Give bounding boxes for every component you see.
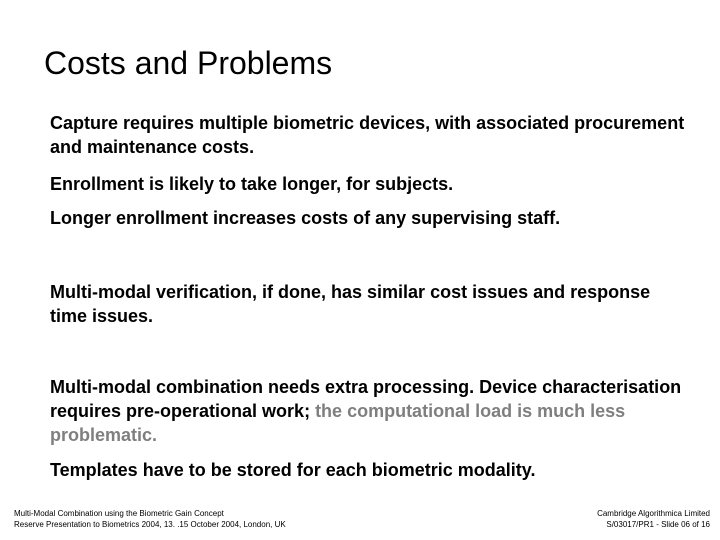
footer-slide-number: S/03017/PR1 - Slide 06 of 16 [606,520,710,529]
paragraph-enrollment-time: Enrollment is likely to take longer, for subjects. [50,174,454,194]
footer-presentation-title: Multi-Modal Combination using the Biometric Gain Concept [14,509,224,518]
footer-company: Cambridge Algorithmica Limited [597,509,710,518]
slide-title: Costs and Problems [44,45,333,81]
paragraph-template-storage: Templates have to be stored for each biometric modality. [50,460,536,480]
paragraph-staff-costs: Longer enrollment increases costs of any supervising staff. [50,208,561,228]
paragraph-combination-processing [50,375,690,447]
footer-event-info: Reserve Presentation to Biometrics 2004, 13. .15 October 2004, London, UK [14,520,286,529]
combination-main-text: Multi-modal combination needs extra processing. Device characterisation requires pre-operational work; [50,377,682,421]
paragraph-capture-costs: Capture requires multiple biometric devices, with associated procurement and maintenance costs. [50,113,685,157]
combination-muted-text: the computational load is much less problematic. [50,401,626,445]
footer-left [14,508,286,530]
paragraph-verification-issues: Multi-modal verification, if done, has similar cost issues and response time issues. [50,282,651,326]
footer-right [597,508,710,530]
